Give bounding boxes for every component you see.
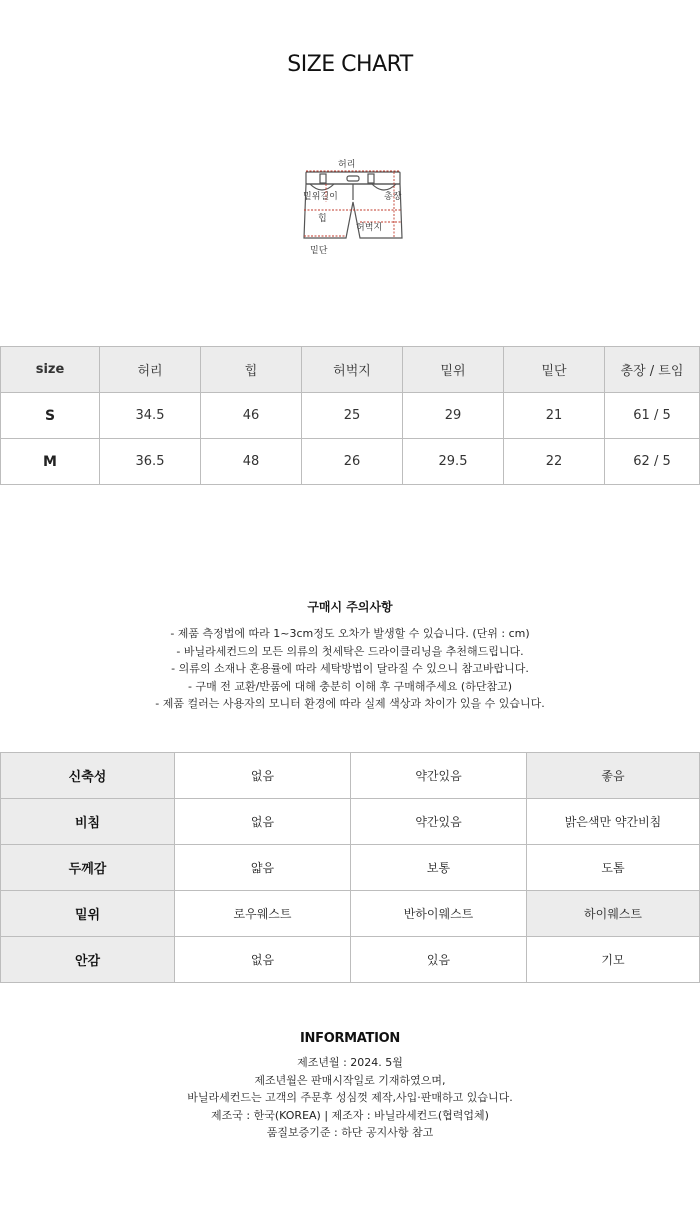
label-thigh: 허벅지 — [356, 223, 383, 233]
information-heading: INFORMATION — [300, 1031, 400, 1046]
header-cell: 밑단 — [504, 347, 605, 393]
fabric-option: 얇음 — [175, 845, 351, 891]
table-cell: 62 / 5 — [605, 439, 700, 485]
header-cell: 힙 — [201, 347, 302, 393]
table-row — [1, 393, 700, 439]
fabric-option: 약간있음 — [351, 753, 527, 799]
table-cell: 46 — [201, 393, 302, 439]
fabric-row — [1, 845, 700, 891]
shorts-outline-icon — [304, 172, 402, 238]
size-table-header — [1, 347, 700, 393]
information-line: 제조국 : 한국(KOREA) | 제조자 : 바닐라세컨드(협력업체) — [211, 1108, 489, 1122]
fabric-label: 밑위 — [1, 891, 175, 937]
header-cell: 총장 / 트임 — [605, 347, 700, 393]
fabric-row — [1, 753, 700, 799]
fabric-option: 없음 — [175, 937, 351, 983]
table-cell: 26 — [302, 439, 403, 485]
notes-line: - 바닐라세컨드의 모든 의류의 첫세탁은 드라이클리닝을 추천해드립니다. — [176, 644, 524, 658]
table-row — [1, 439, 700, 485]
fabric-label: 신축성 — [1, 753, 175, 799]
size-table — [0, 346, 700, 485]
fabric-option: 있음 — [351, 937, 527, 983]
fabric-label: 두께감 — [1, 845, 175, 891]
table-cell: 29 — [403, 393, 504, 439]
label-hip: 힙 — [318, 214, 327, 224]
table-cell: 25 — [302, 393, 403, 439]
table-cell: 61 / 5 — [605, 393, 700, 439]
fabric-option: 없음 — [175, 799, 351, 845]
label-length: 총장 — [384, 192, 402, 202]
fabric-option: 로우웨스트 — [175, 891, 351, 937]
fabric-row — [1, 799, 700, 845]
information-line: 제조년월 : 2024. 5월 — [297, 1056, 403, 1069]
notes-line: - 제품 컬러는 사용자의 모니터 환경에 따라 실제 색상과 차이가 있을 수 있습니다. — [155, 697, 545, 710]
purchase-notes — [0, 598, 700, 713]
shorts-diagram — [298, 152, 408, 262]
notes-line: - 구매 전 교환/반품에 대해 충분히 이해 후 구매해주세요 (하단참고) — [187, 679, 512, 693]
header-cell: 허리 — [100, 347, 201, 393]
table-cell: 21 — [504, 393, 605, 439]
fabric-info-table — [0, 752, 700, 983]
fabric-label: 비침 — [1, 799, 175, 845]
notes-line: - 의류의 소재나 혼용률에 따라 세탁방법이 달라질 수 있으니 참고바랍니다. — [171, 662, 529, 675]
fabric-option: 도톰 — [527, 845, 700, 891]
fabric-option: 없음 — [175, 753, 351, 799]
table-cell: 48 — [201, 439, 302, 485]
information-line: 품질보증기준 : 하단 공지사항 참고 — [266, 1126, 434, 1139]
table-cell: 34.5 — [100, 393, 201, 439]
size-label: M — [1, 439, 100, 485]
label-hem: 밑단 — [310, 246, 328, 256]
fabric-option-selected: 하이웨스트 — [527, 891, 700, 937]
information-section — [0, 1031, 700, 1142]
fabric-option: 반하이웨스트 — [351, 891, 527, 937]
fabric-option: 기모 — [527, 937, 700, 983]
table-cell: 29.5 — [403, 439, 504, 485]
fabric-option: 약간있음 — [351, 799, 527, 845]
header-cell: size — [1, 347, 100, 393]
fabric-label: 안감 — [1, 937, 175, 983]
fabric-option: 밝은색만 약간비침 — [527, 799, 700, 845]
information-line: 바닐라세컨드는 고객의 주문후 성심껏 제작,사입·판매하고 있습니다. — [187, 1091, 513, 1104]
table-cell: 36.5 — [100, 439, 201, 485]
notes-line: - 제품 측정법에 따라 1~3cm정도 오차가 발생할 수 있습니다. (단위 : cm) — [170, 627, 530, 640]
header-cell: 밑위 — [403, 347, 504, 393]
label-waist: 허리 — [338, 160, 356, 170]
fabric-row — [1, 891, 700, 937]
table-cell: 22 — [504, 439, 605, 485]
information-line: 제조년월은 판매시작일로 기재하였으며, — [254, 1073, 446, 1087]
notes-heading: 구매시 주의사항 — [307, 600, 393, 614]
size-label: S — [1, 393, 100, 439]
fabric-row — [1, 937, 700, 983]
header-cell: 허벅지 — [302, 347, 403, 393]
label-rise: 밑위길이 — [303, 192, 338, 202]
fabric-option: 보통 — [351, 845, 527, 891]
fabric-option-selected: 좋음 — [527, 753, 700, 799]
page-title: SIZE CHART — [287, 52, 413, 77]
